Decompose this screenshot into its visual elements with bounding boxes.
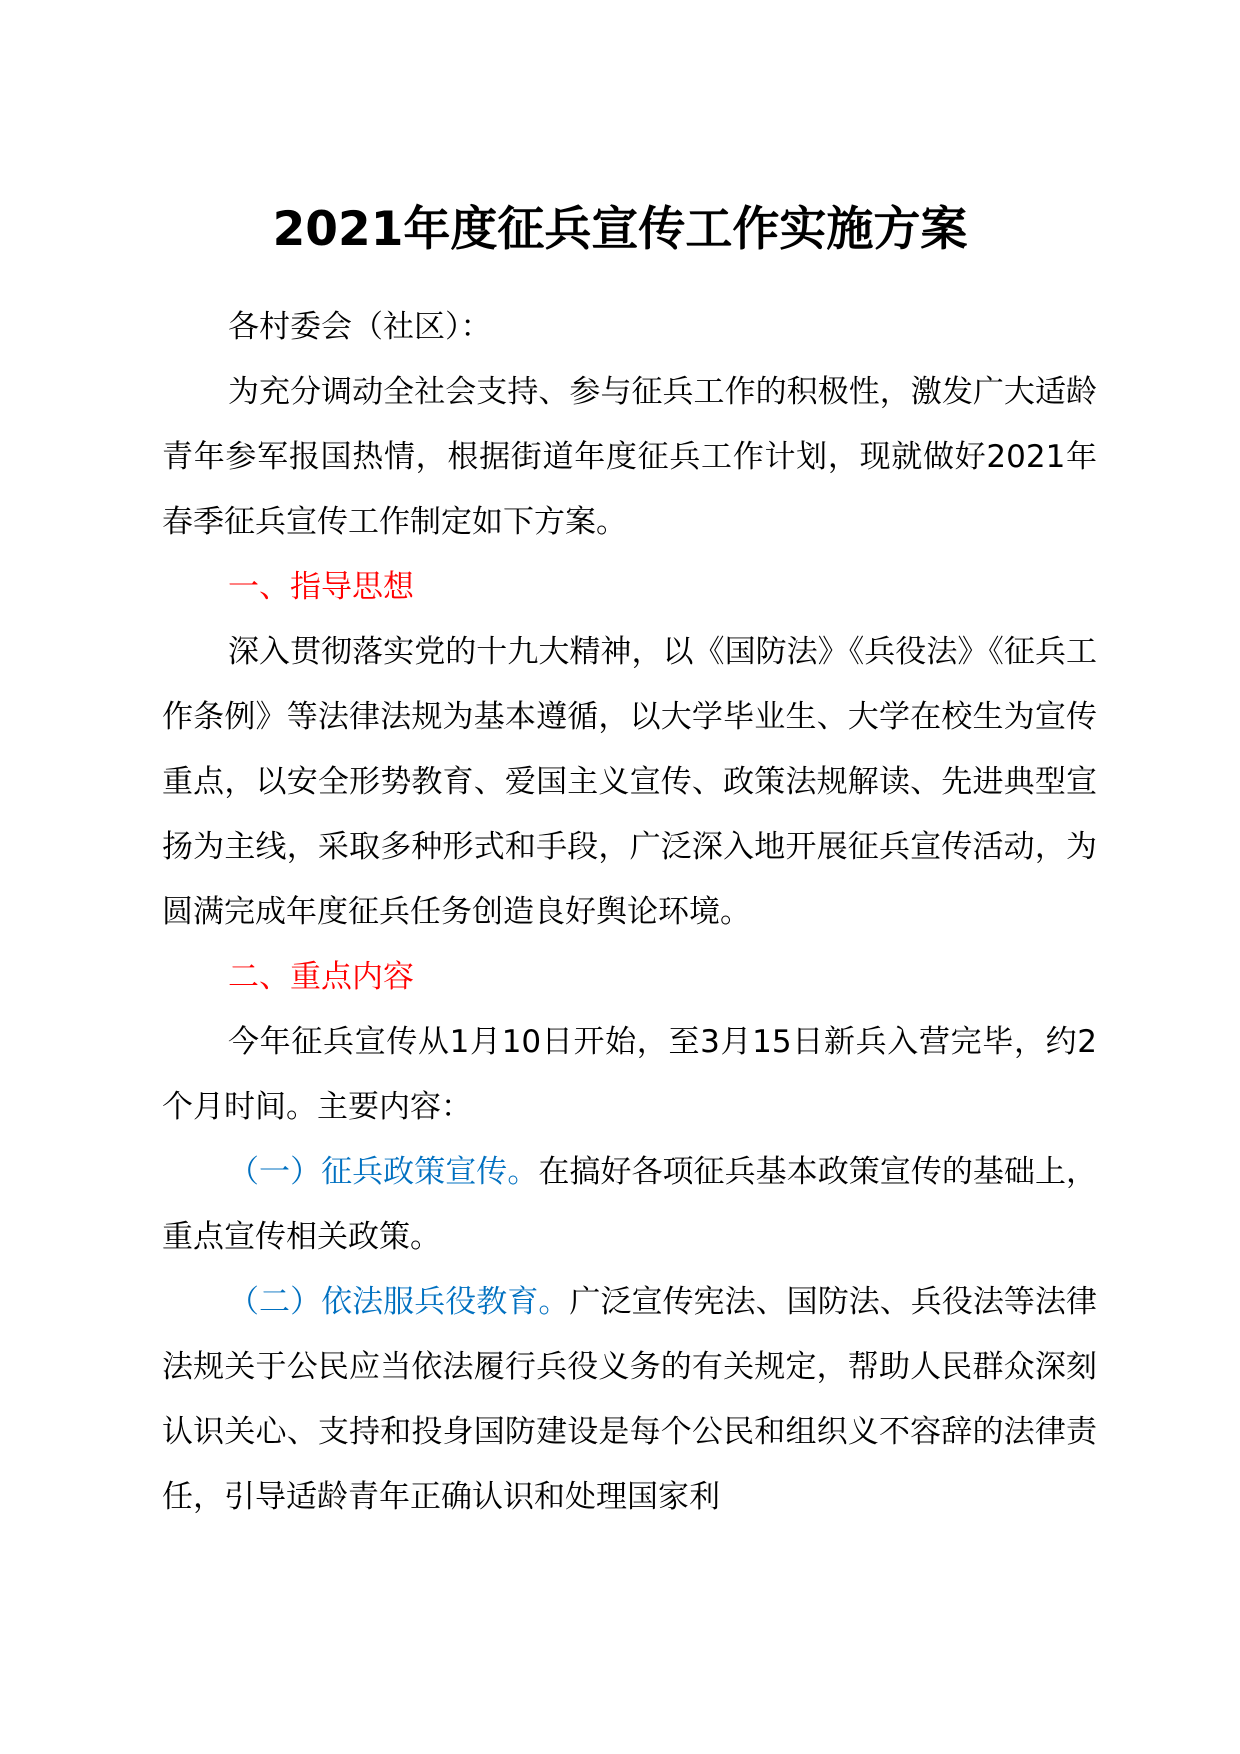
- item-policy-publicity-text: 在搞好各项征兵基本政策宣传的基础上，重点宣传相关政策。: [162, 1154, 1098, 1255]
- item-policy-publicity-lead: （一）征兵政策宣传。: [228, 1154, 539, 1190]
- document-body: [162, 295, 1097, 1530]
- document-title: 2021年度征兵宣传工作实施方案: [272, 202, 968, 257]
- item-lawful-service-education-lead: （二）依法服兵役教育。: [228, 1284, 570, 1320]
- item-lawful-service-education: [162, 1270, 1097, 1530]
- item-policy-publicity: [162, 1140, 1097, 1270]
- section-body-key-content: 今年征兵宣传从1月10日开始，至3月15日新兵入营完毕，约2个月时间。主要内容：: [162, 1024, 1097, 1125]
- section-heading-key-content: 二、重点内容: [228, 959, 414, 995]
- item-lawful-service-education-text: 广泛宣传宪法、国防法、兵役法等法律法规关于公民应当依法履行兵役义务的有关规定，帮助人民群众深刻认识关心、支持和投身国防建设是每个公民和组织义不容辞的法律责任，引导适龄青年正确认识和处理国家利: [162, 1284, 1097, 1515]
- salutation: 各村委会（社区）：: [228, 309, 492, 345]
- section-heading-guiding-ideology: 一、指导思想: [228, 569, 414, 605]
- section-body-guiding-ideology: 深入贯彻落实党的十九大精神，以《国防法》《兵役法》《征兵工作条例》等法律法规为基本遵循，以大学毕业生、大学在校生为宣传重点，以安全形势教育、爱国主义宣传、政策法规解读、先进典型宣扬为主线，采取多种形式和手段，广泛深入地开展征兵宣传活动，为圆满完成年度征兵任务创造良好舆论环境。: [162, 634, 1097, 930]
- intro-paragraph: 为充分调动全社会支持、参与征兵工作的积极性，激发广大适龄青年参军报国热情，根据街道年度征兵工作计划，现就做好2021年春季征兵宣传工作制定如下方案。: [162, 374, 1097, 540]
